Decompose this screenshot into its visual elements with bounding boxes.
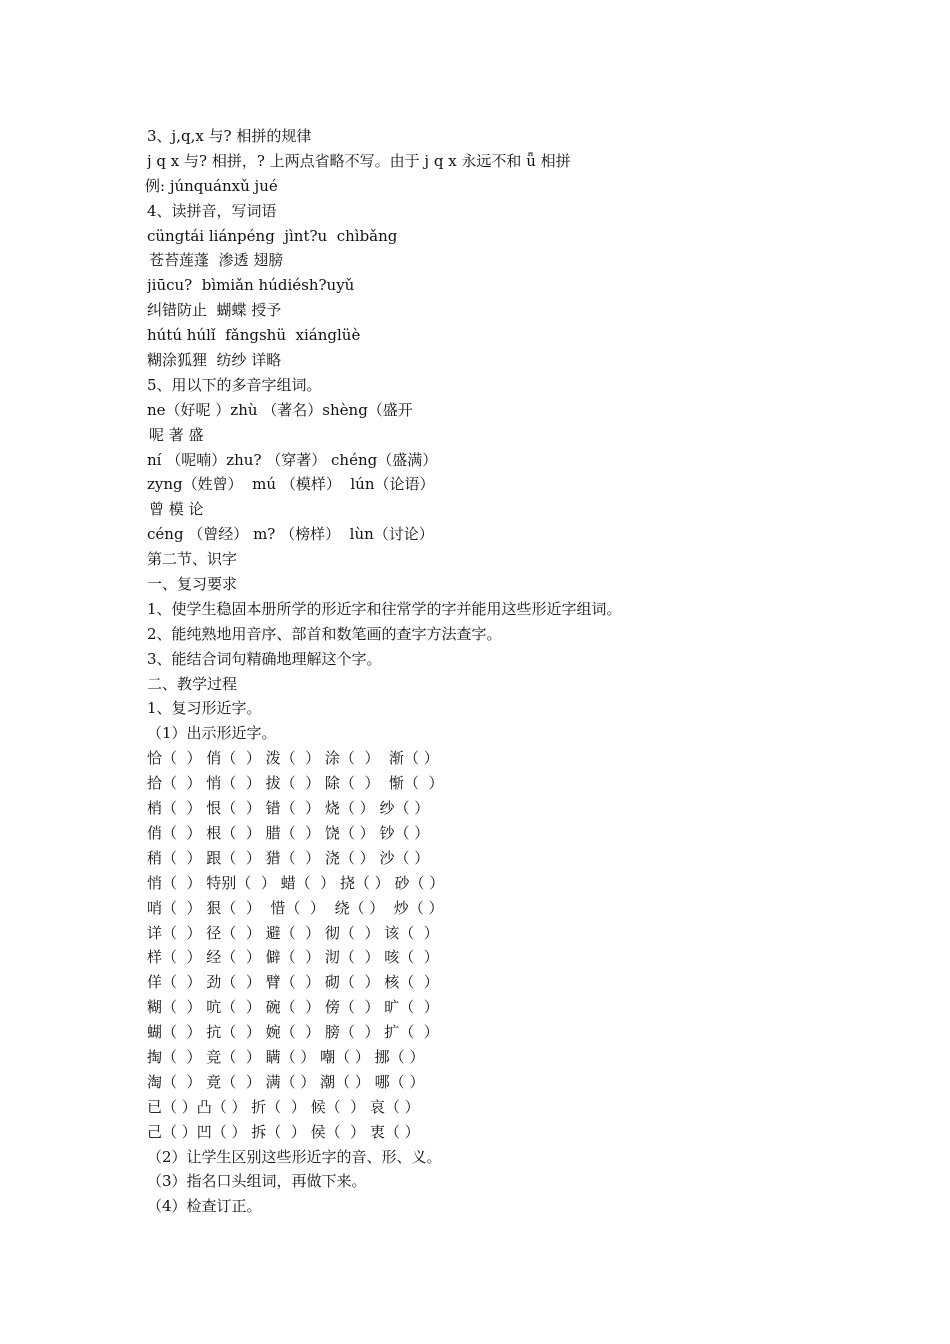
polyphone-line: ní （呢喃）zhu? （穿著） chéng（盛满）	[147, 450, 438, 469]
polyphone-line: céng （曾经） m? （榜样） lùn（讨论）	[147, 525, 434, 544]
polyphone-chars: 曾 模 论	[149, 500, 204, 519]
similar-chars-row: 哨（ ） 狠（ ） 惜（ ） 绕（ ） 炒（ ）	[147, 898, 444, 917]
process-substep: （4）检查订正。	[147, 1197, 262, 1216]
requirement-item: 2、能纯熟地用音序、部首和数笔画的查字方法查字。	[147, 624, 502, 643]
similar-chars-row: 稍（ ） 跟（ ） 猎（ ） 浇（ ） 沙（ ）	[147, 848, 430, 867]
pinyin-line: jiūcu? bìmiǎn húdiésh?uyǔ	[147, 276, 355, 295]
pinyin-line: cüngtái liánpéng jìnt?u chìbǎng	[147, 226, 398, 245]
hanzi-line: 糊涂狐狸 纺纱 详略	[147, 351, 282, 370]
requirement-item: 1、使学生稳固本册所学的形近字和往常学的字并能用这些形近字组词。	[147, 599, 622, 618]
document-body	[147, 124, 907, 1219]
similar-chars-row: 佯（ ） 劲（ ） 臂（ ） 砌（ ） 核（ ）	[147, 973, 439, 992]
heading-teaching-process: 二、教学过程	[147, 674, 238, 693]
similar-chars-row: 已（ ）凸（ ） 折（ ） 候（ ） 哀（ ）	[147, 1097, 420, 1116]
similar-chars-row: 恰（ ） 俏（ ） 泼（ ） 涂（ ） 渐（ ）	[147, 749, 439, 768]
process-substep: （3）指名口头组词，再做下来。	[147, 1172, 367, 1191]
polyphone-line: zyng（姓曾） mú （模样） lún（论语）	[147, 475, 435, 494]
similar-chars-row: 拾（ ） 悄（ ） 拔（ ） 除（ ） 惭（ ）	[147, 774, 444, 793]
heading-review-requirements: 一、复习要求	[147, 575, 238, 594]
similar-chars-row: 糊（ ） 吭（ ） 碗（ ） 傍（ ） 旷（ ）	[147, 998, 439, 1017]
pinyin-line: hútú húlǐ fǎngshü xiánglüè	[147, 326, 361, 345]
section-title: 第二节、识字	[147, 550, 238, 569]
similar-chars-row: 梢（ ） 恨（ ） 错（ ） 烧（ ） 纱（ ）	[147, 799, 430, 818]
similar-chars-row: 淘（ ） 竟（ ） 满（ ） 潮（ ） 哪（ ）	[147, 1072, 425, 1091]
paragraph-line: j q x 与? 相拼，? 上两点省略不写。由于 j q x 永远不和 ǖ 相拼	[147, 151, 571, 170]
heading-jqx-rule: 3、j,q,x 与? 相拼的规律	[147, 127, 312, 145]
process-step: 1、复习形近字。	[147, 699, 262, 718]
similar-chars-row: 俏（ ） 根（ ） 腊（ ） 饶（ ） 钞（ ）	[147, 823, 430, 842]
process-substep: （1）出示形近字。	[147, 724, 277, 743]
example-line: 例: júnquánxǔ jué	[145, 176, 278, 195]
polyphone-line: ne（好呢 ）zhù （著名）shèng（盛开	[147, 400, 413, 419]
hanzi-line: 苍苔莲蓬 渗透 翅膀	[149, 251, 284, 270]
process-substep: （2）让学生区别这些形近字的音、形、义。	[147, 1147, 442, 1166]
similar-chars-row: 悄（ ） 特别（ ） 蜡（ ） 挠（ ） 砂（ ）	[147, 873, 445, 892]
heading-polyphone: 5、用以下的多音字组词。	[147, 375, 322, 394]
polyphone-chars: 呢 著 盛	[149, 425, 204, 444]
similar-chars-row: 己（ ）凹（ ） 拆（ ） 侯（ ） 衷（ ）	[147, 1122, 420, 1141]
heading-read-pinyin: 4、读拼音，写词语	[147, 201, 277, 220]
similar-chars-row: 样（ ） 经（ ） 僻（ ） 沏（ ） 咳（ ）	[147, 948, 439, 967]
similar-chars-row: 掏（ ） 竞（ ） 瞒（ ） 嘲（ ） 挪（ ）	[147, 1047, 425, 1066]
hanzi-line: 纠错防止 蝴蝶 授予	[147, 301, 282, 320]
similar-chars-row: 蝴（ ） 抗（ ） 婉（ ） 膀（ ） 扩（ ）	[147, 1023, 439, 1042]
similar-chars-row: 详（ ） 径（ ） 避（ ） 彻（ ） 该（ ）	[147, 923, 439, 942]
requirement-item: 3、能结合词句精确地理解这个字。	[147, 649, 382, 668]
